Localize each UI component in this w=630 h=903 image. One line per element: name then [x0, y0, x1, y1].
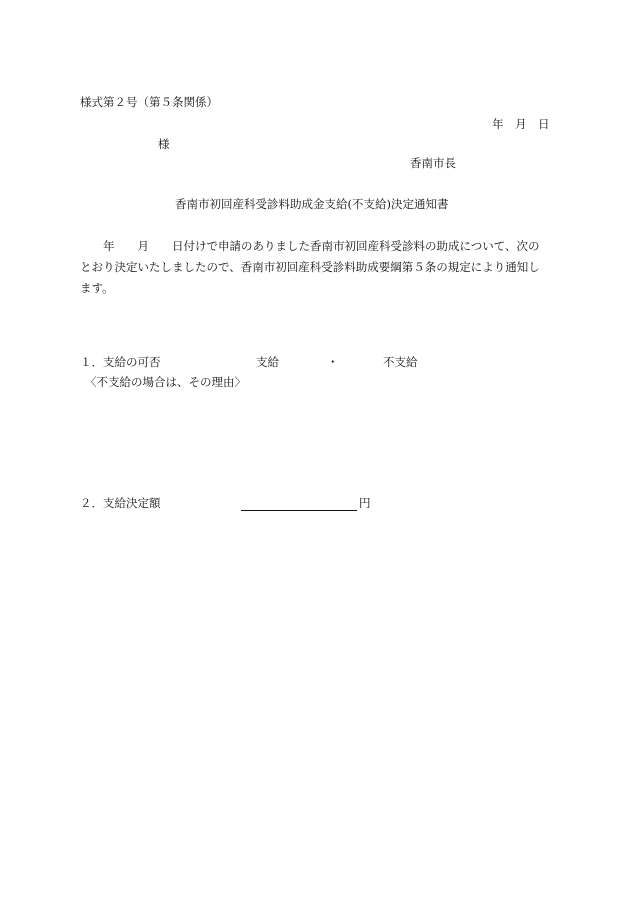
approval-item-label: １．支給の可否 — [80, 355, 161, 369]
amount-unit: 円 — [359, 496, 371, 510]
body-line: ます。 — [80, 281, 114, 295]
approval-option-separator: ・ — [327, 355, 339, 369]
notification-body — [80, 236, 550, 299]
form-number: 様式第２号（第５条関係） — [80, 95, 218, 109]
amount-item-label: ２．支給決定額 — [80, 496, 161, 510]
body-line: 年 月 日付けで申請のありました香南市初回産科受診料の助成について、次の — [80, 239, 540, 253]
amount-field — [241, 497, 357, 511]
approval-option-deny: 不支給 — [383, 355, 418, 369]
denial-reason-note: 〈不支給の場合は、その理由〉 — [85, 375, 246, 389]
document-title: 香南市初回産科受診料助成金支給(不支給)決定通知書 — [175, 197, 449, 211]
issue-date: 年 月 日 — [492, 117, 550, 131]
body-line: とおり決定いたしましたので、香南市初回産科受診料助成要綱第５条の規定により通知し — [80, 260, 540, 274]
issuer-name: 香南市長 — [410, 156, 456, 170]
addressee-suffix: 様 — [158, 137, 170, 151]
approval-option-grant: 支給 — [256, 355, 279, 369]
